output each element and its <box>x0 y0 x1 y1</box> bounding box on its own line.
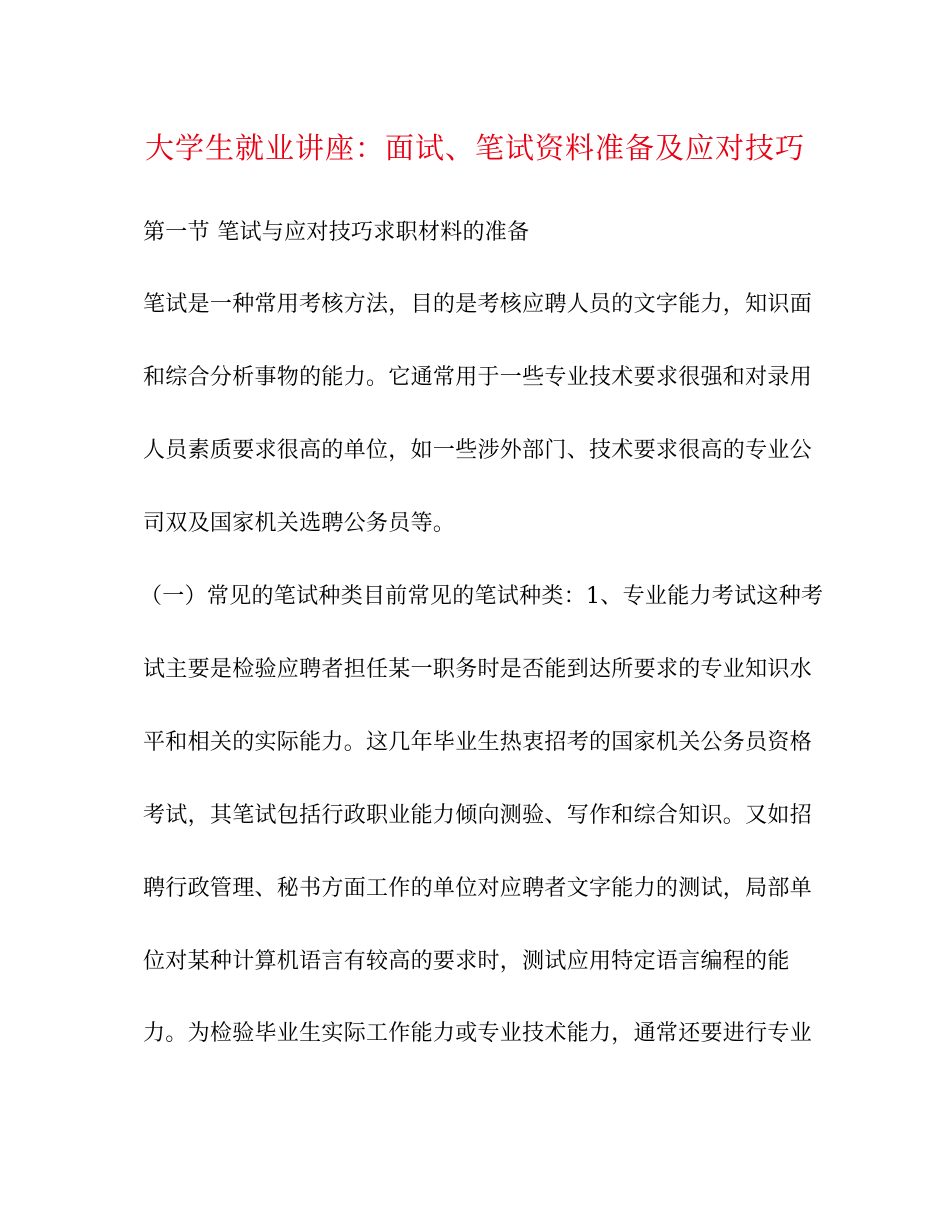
paragraph-line: 聘行政管理、秘书方面工作的单位对应聘者文字能力的测试，局部单 <box>143 876 813 901</box>
document-title: 大学生就业讲座：面试、笔试资料准备及应对技巧 <box>144 131 805 165</box>
paragraph-line: （一）常见的笔试种类目前常见的笔试种类：1、专业能力考试这种考 <box>140 584 824 609</box>
paragraph-line: 和综合分析事物的能力。它通常用于一些专业技术要求很强和对录用 <box>143 365 813 390</box>
paragraph-line: 试主要是检验应聘者担任某一职务时是否能到达所要求的专业知识水 <box>143 657 813 682</box>
paragraph-line: 司双及国家机关选聘公务员等。 <box>143 511 456 536</box>
section-heading: 第一节 笔试与应对技巧求职材料的准备 <box>143 220 530 245</box>
paragraph-line: 笔试是一种常用考核方法，目的是考核应聘人员的文字能力，知识面 <box>143 292 813 317</box>
paragraph-line: 力。为检验毕业生实际工作能力或专业技术能力，通常还要进行专业 <box>143 1021 813 1046</box>
paragraph-line: 位对某种计算机语言有较高的要求时，测试应用特定语言编程的能 <box>143 949 790 974</box>
paragraph-line: 考试，其笔试包括行政职业能力倾向测验、写作和综合知识。又如招 <box>143 803 813 828</box>
paragraph-line: 人员素质要求很高的单位，如一些涉外部门、技术要求很高的专业公 <box>143 438 813 463</box>
paragraph-line: 平和相关的实际能力。这几年毕业生热衷招考的国家机关公务员资格 <box>143 730 813 755</box>
